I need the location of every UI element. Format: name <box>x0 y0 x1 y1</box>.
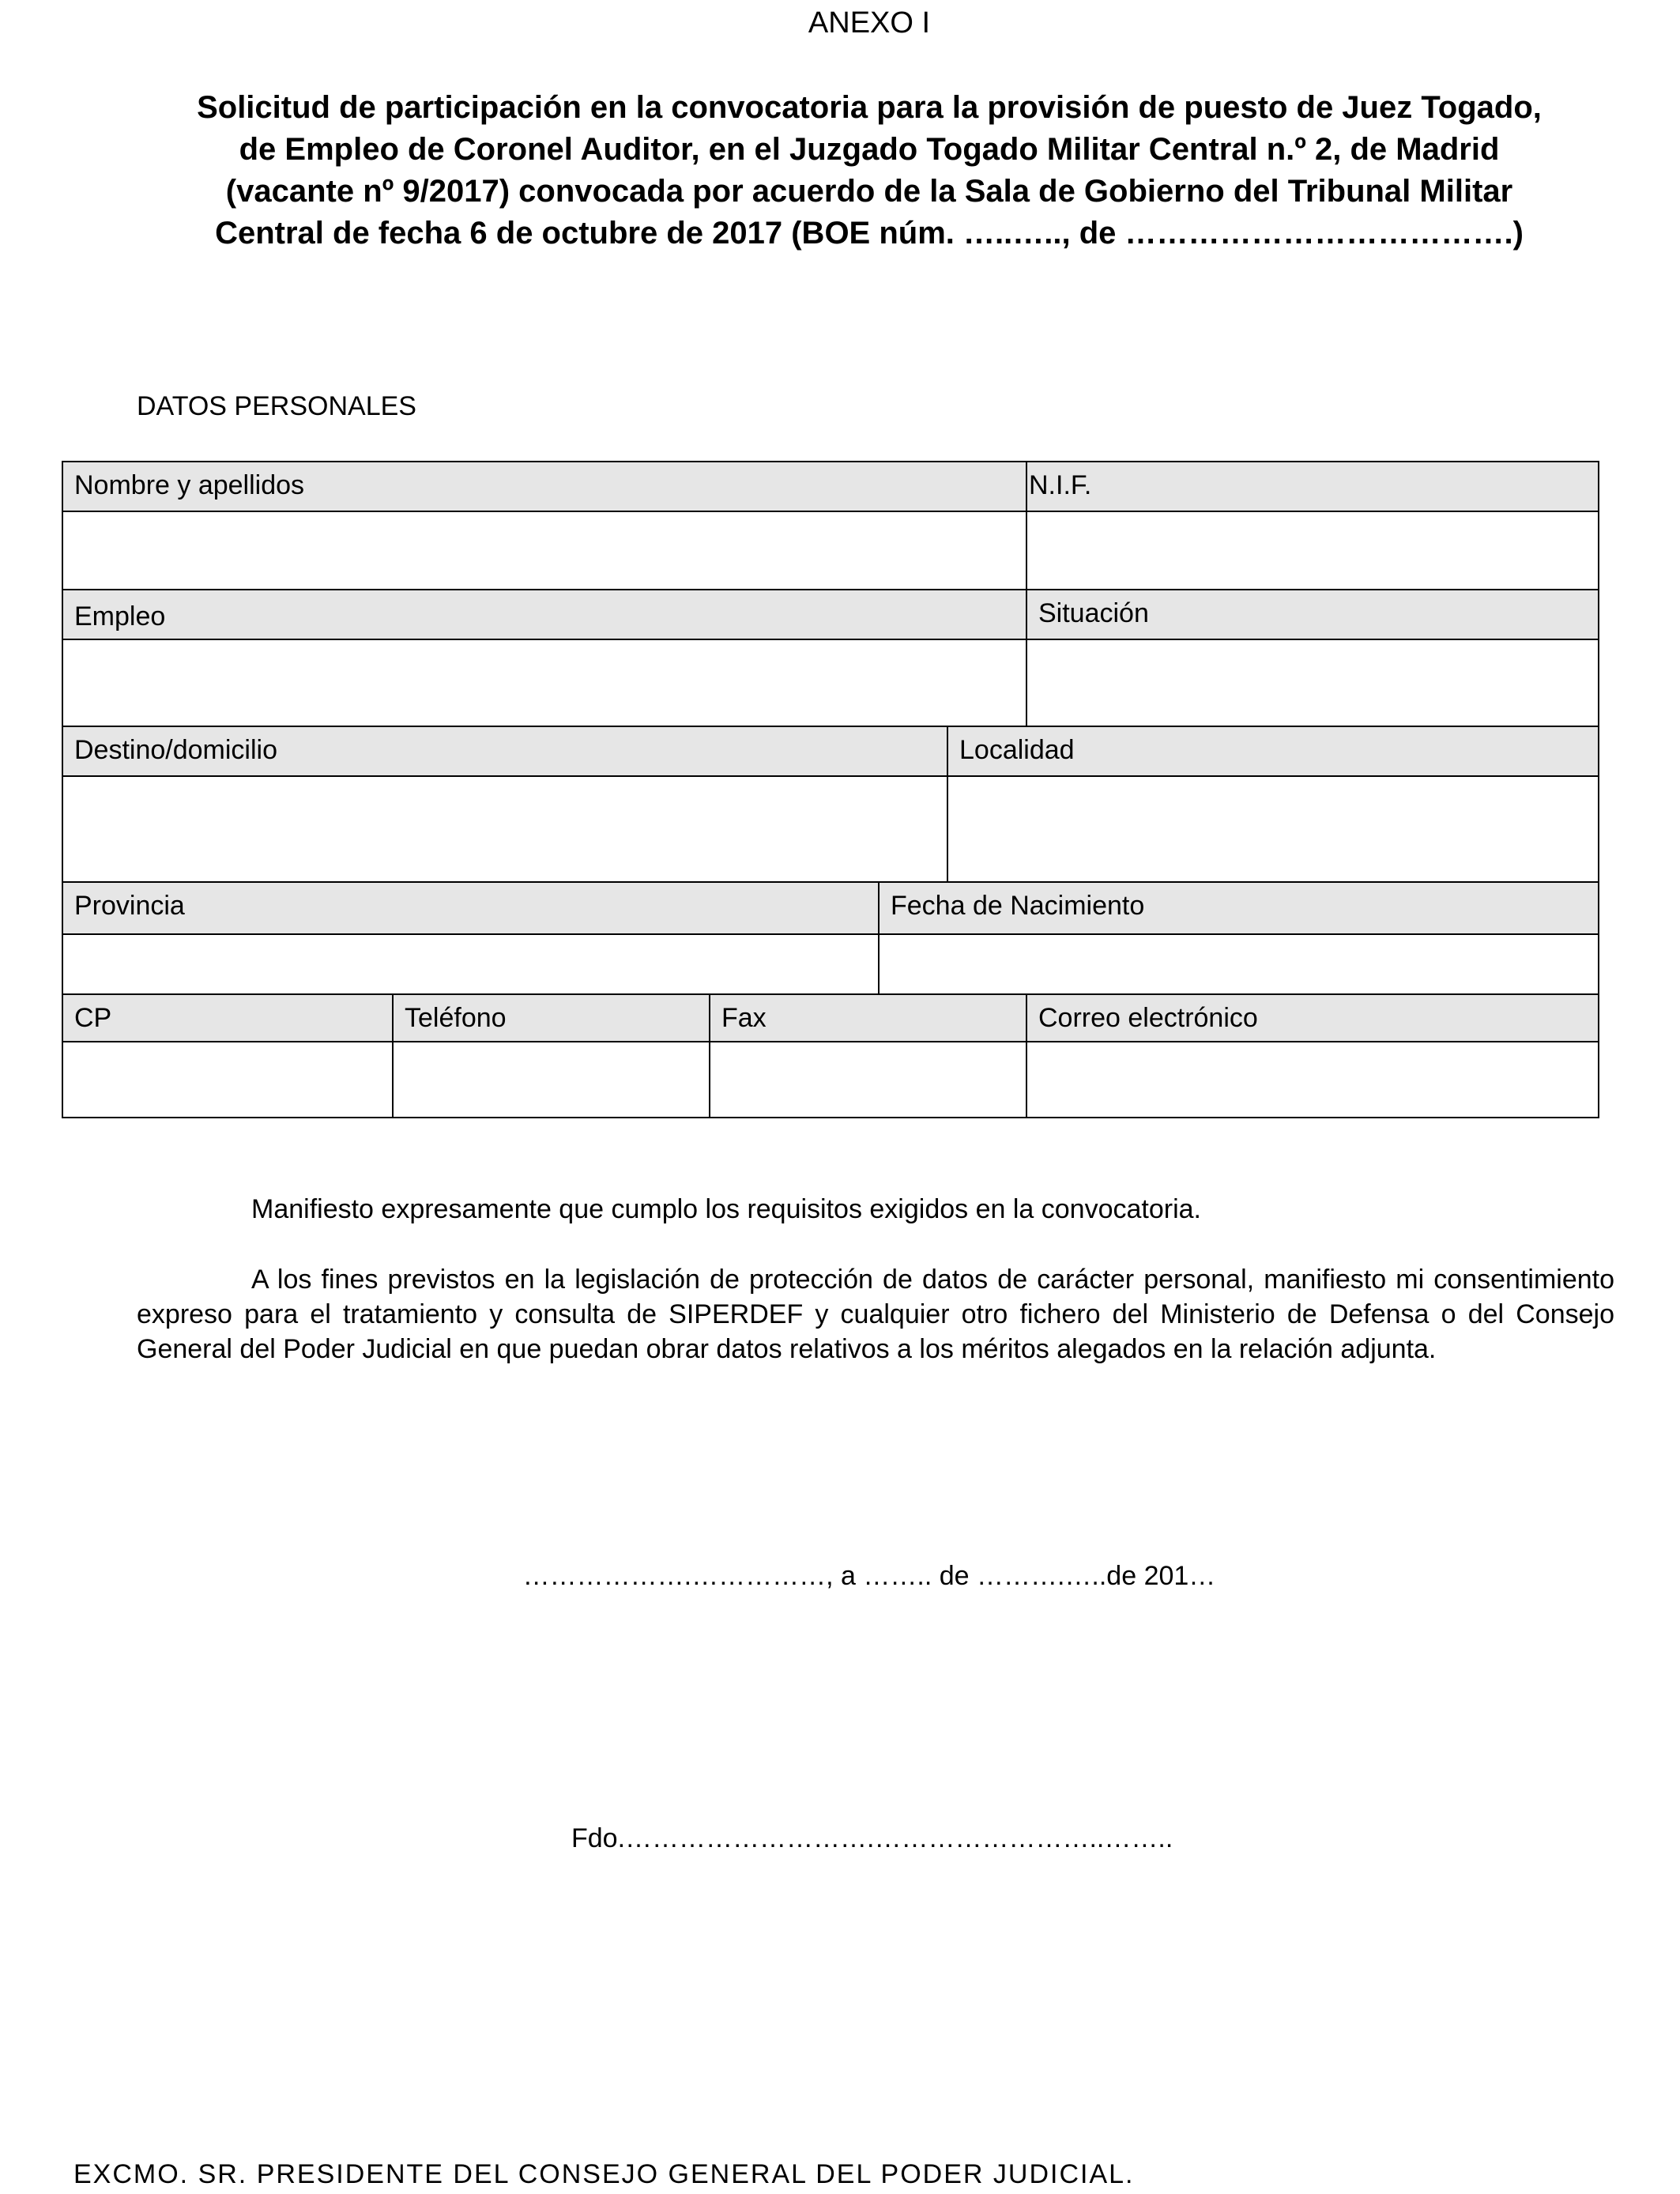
label-nif: N.I.F. <box>1026 461 1599 512</box>
fecha-nacimiento-field[interactable] <box>878 933 1599 995</box>
requirements-statement: Manifiesto expresamente que cumplo los requisitos exigidos en la convocatoria. <box>251 1194 1201 1224</box>
label-correo-electronico: Correo electrónico <box>1026 993 1599 1042</box>
telefono-field[interactable] <box>392 1041 710 1118</box>
place-date-line: ……………….……………, a …….. de ……….…..de 201… <box>522 1561 1216 1591</box>
correo-electronico-field[interactable] <box>1026 1041 1599 1118</box>
title-line-3: (vacante nº 9/2017) convocada por acuerdo de la Sala de Gobierno del Tribunal Militar <box>225 174 1513 209</box>
label-provincia: Provincia <box>62 881 880 935</box>
label-nombre-apellidos: Nombre y apellidos <box>62 461 1027 512</box>
document-title <box>63 87 1675 254</box>
provincia-field[interactable] <box>62 933 880 995</box>
nif-field[interactable] <box>1026 511 1599 590</box>
empleo-field[interactable] <box>62 639 1027 727</box>
title-line-1: Solicitud de participación en la convocatoria para la provisión de puesto de Juez Togado, <box>197 90 1542 125</box>
label-fecha-nacimiento: Fecha de Nacimiento <box>878 881 1599 935</box>
situacion-field[interactable] <box>1026 639 1599 727</box>
cp-field[interactable] <box>62 1041 394 1118</box>
annex-heading: ANEXO I <box>808 6 931 40</box>
label-telefono: Teléfono <box>392 993 710 1042</box>
section-title-personal-data: DATOS PERSONALES <box>137 391 416 421</box>
data-protection-consent: A los fines previstos en la legislación de protección de datos de carácter personal, manifiesto mi consentimiento expreso para el tratamiento y consulta de SIPERDEF y cualquier otro fichero del Ministerio de Defensa o del Consejo General del Poder Judicial en que puedan obrar datos relativos a los méritos alegados en la relación adjunta. <box>137 1265 1614 1364</box>
label-cp: CP <box>62 993 394 1042</box>
title-line-2: de Empleo de Coronel Auditor, en el Juzgado Togado Militar Central n.º 2, de Madrid <box>239 132 1500 167</box>
nombre-apellidos-field[interactable] <box>62 511 1027 590</box>
label-localidad: Localidad <box>947 726 1599 777</box>
label-fax: Fax <box>709 993 1027 1042</box>
label-destino-domicilio: Destino/domicilio <box>62 726 948 777</box>
signature-line: Fdo.……………………….……………………..…….. <box>571 1823 1173 1853</box>
destino-domicilio-field[interactable] <box>62 775 948 883</box>
fax-field[interactable] <box>709 1041 1027 1118</box>
title-line-4: Central de fecha 6 de octubre de 2017 (BOE núm. …..….., de ……………………………….) <box>215 216 1524 251</box>
label-empleo: Empleo <box>62 589 1027 640</box>
label-situacion: Situación <box>1026 589 1599 640</box>
localidad-field[interactable] <box>947 775 1599 883</box>
addressee-footer: EXCMO. SR. PRESIDENTE DEL CONSEJO GENERAL DEL PODER JUDICIAL. <box>73 2159 1135 2189</box>
